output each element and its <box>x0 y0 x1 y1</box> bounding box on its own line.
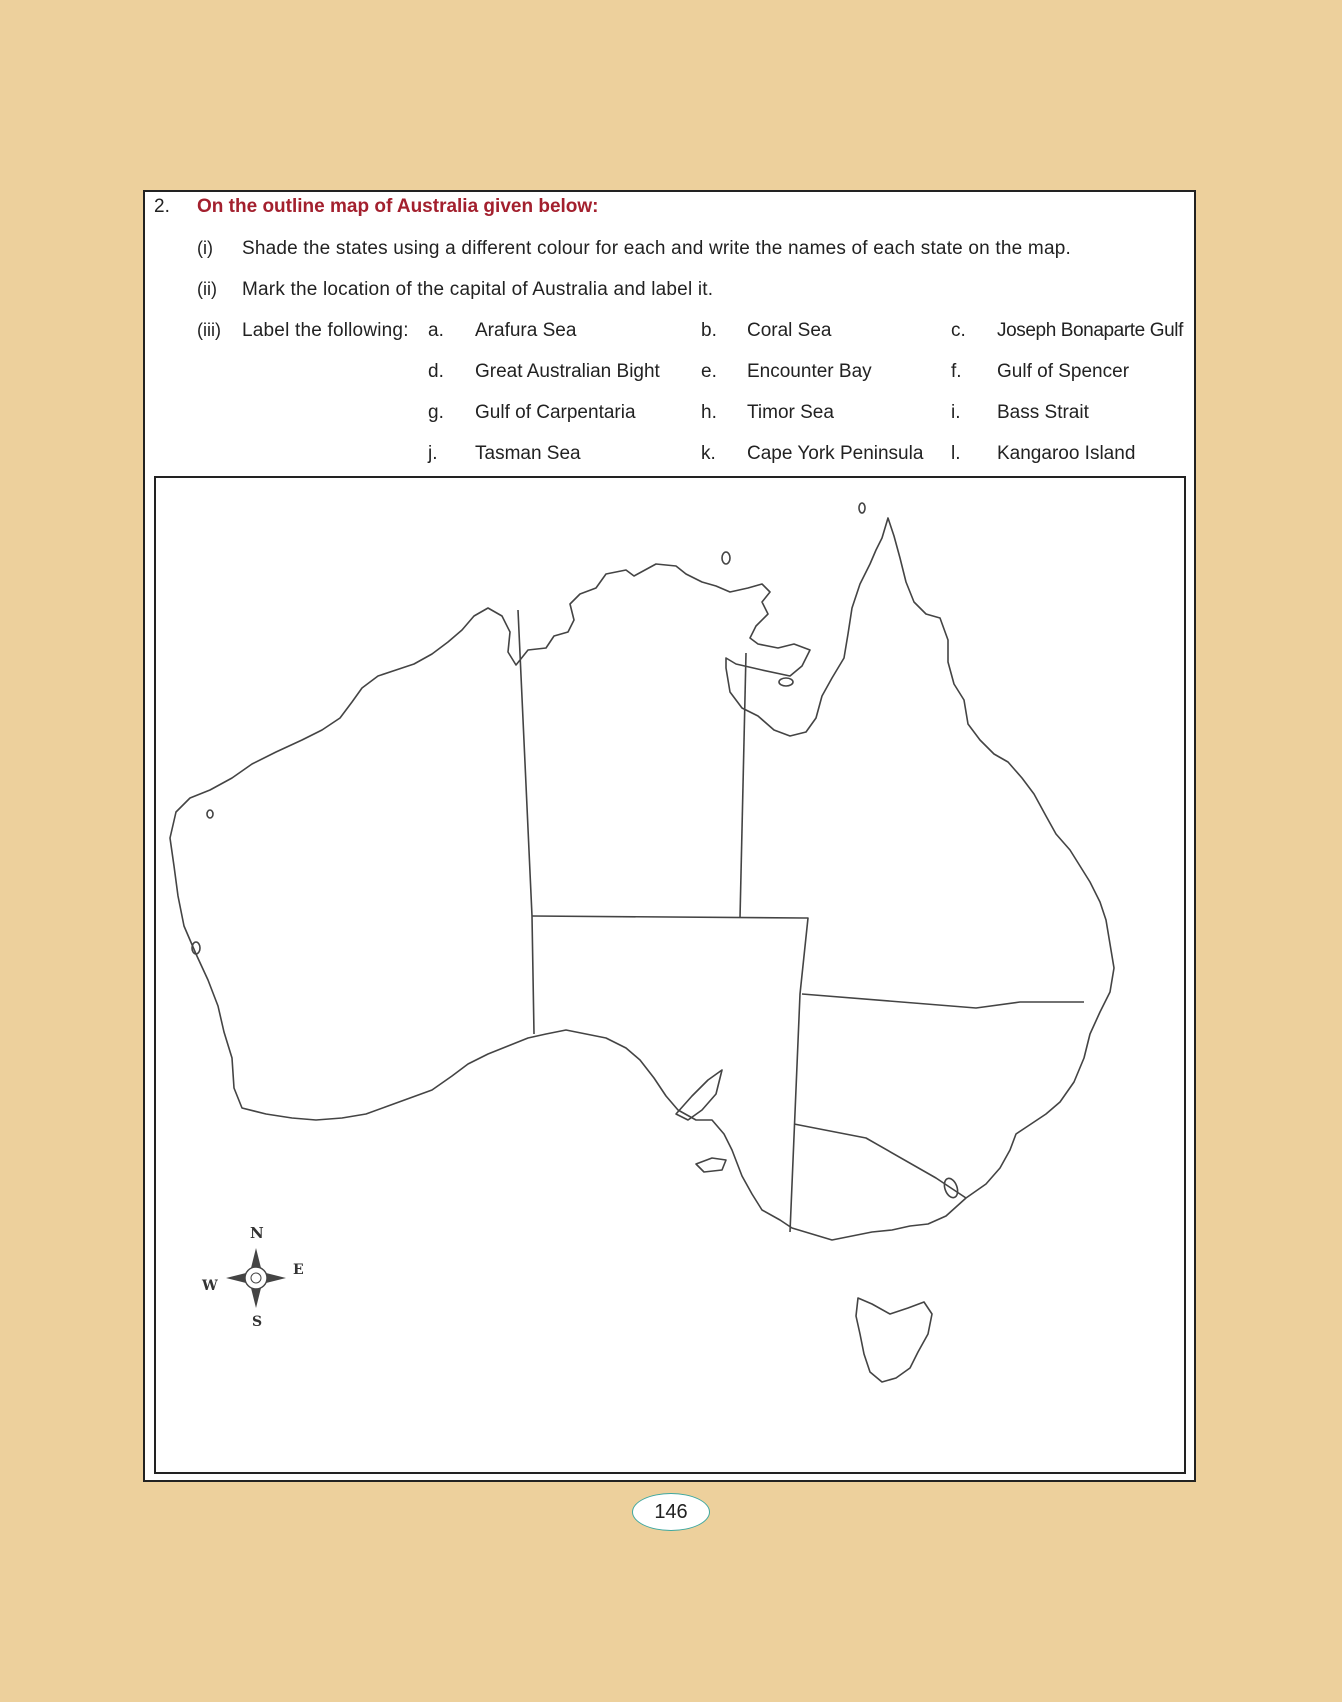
label-text: Bass Strait <box>997 402 1089 423</box>
label-letter: c. <box>951 320 966 341</box>
compass-w: W <box>202 1278 218 1294</box>
label-letter: l. <box>951 443 961 464</box>
label-text: Arafura Sea <box>475 320 577 341</box>
label-letter: j. <box>428 443 438 464</box>
label-letter: b. <box>701 320 717 341</box>
wa-border <box>518 610 534 1034</box>
label-text: Gulf of Spencer <box>997 361 1130 382</box>
island <box>779 678 793 686</box>
island <box>722 552 730 564</box>
mainland-coastline <box>170 518 1114 1240</box>
qld-nsw-border <box>802 994 1084 1008</box>
sa-qld-border <box>790 918 808 1232</box>
label-text: Great Australian Bight <box>475 361 660 382</box>
compass-n: N <box>250 1224 264 1242</box>
label-text: Coral Sea <box>747 320 832 341</box>
label-letter: h. <box>701 402 717 423</box>
task-numeral-iii: (iii) <box>197 320 221 340</box>
label-text: Kangaroo Island <box>997 443 1136 464</box>
task-text-iii: Label the following: <box>242 320 409 341</box>
question-number: 2. <box>154 196 170 217</box>
nsw-vic-border <box>794 1124 966 1198</box>
label-letter: k. <box>701 443 716 464</box>
worksheet <box>143 190 1196 1482</box>
label-letter: i. <box>951 402 961 423</box>
island <box>859 503 865 513</box>
compass-s: S <box>252 1314 263 1330</box>
kangaroo-island <box>696 1158 726 1172</box>
page-number: 146 <box>632 1493 710 1531</box>
question-title: On the outline map of Australia given below: <box>197 196 599 217</box>
compass-e: E <box>293 1262 304 1278</box>
label-letter: f. <box>951 361 962 382</box>
label-text: Encounter Bay <box>747 361 872 382</box>
label-text: Timor Sea <box>747 402 834 423</box>
compass-rose <box>201 1224 304 1330</box>
label-letter: a. <box>428 320 444 341</box>
label-letter: e. <box>701 361 717 382</box>
australia-outline-map <box>156 478 1184 1472</box>
task-text-i: Shade the states using a different colour for each and write the names of each state on the map. <box>242 238 1071 259</box>
label-letter: g. <box>428 402 444 423</box>
label-text: Tasman Sea <box>475 443 581 464</box>
task-numeral-i: (i) <box>197 238 213 258</box>
tasmania <box>856 1298 932 1382</box>
task-text-ii: Mark the location of the capital of Australia and label it. <box>242 279 714 300</box>
label-letter: d. <box>428 361 444 382</box>
nt-sa-border <box>532 916 804 918</box>
island <box>207 810 213 818</box>
label-text: Cape York Peninsula <box>747 443 924 464</box>
nt-qld-border <box>740 653 746 918</box>
task-numeral-ii: (ii) <box>197 279 217 299</box>
outline-map-frame <box>154 476 1186 1474</box>
label-text: Gulf of Carpentaria <box>475 402 636 423</box>
label-text: Joseph Bonaparte Gulf <box>997 320 1183 341</box>
